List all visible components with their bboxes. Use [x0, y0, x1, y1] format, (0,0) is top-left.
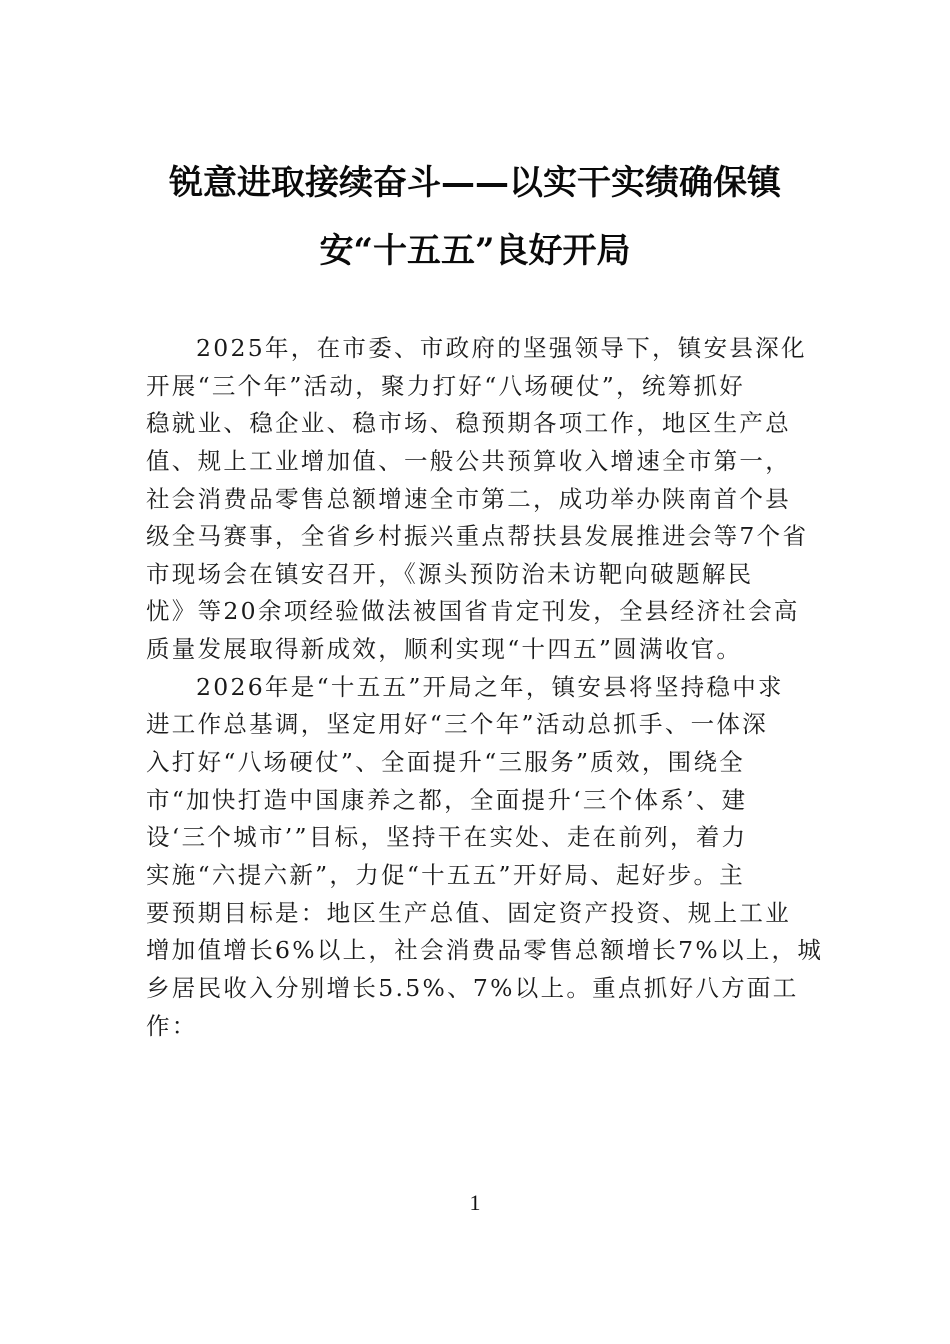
paragraph-line: 社会消费品零售总额增速全市第二，成功举办陕南首个县 [146, 484, 791, 513]
paragraph-line: 进工作总基调，坚定用好“三个年”活动总抓手、一体深 [146, 710, 769, 739]
paragraph-line: 要预期目标是：地区生产总值、固定资产投资、规上工业 [146, 898, 791, 927]
paragraph-line: 级全马赛事，全省乡村振兴重点帮扶县发展推进会等7个省 [146, 522, 809, 551]
paragraph-2 [146, 669, 824, 1045]
document-title-line-1: 锐意进取接续奋斗——以实干实绩确保镇 [169, 163, 781, 203]
paragraph-line: 实施“六提六新”，力促“十五五”开好局、起好步。主 [146, 860, 746, 889]
paragraph-line: 设‘三个城市’”目标，坚持干在实处、走在前列，着力 [146, 823, 748, 852]
paragraph-line: 2026年是“十五五”开局之年，镇安县将坚持稳中求 [196, 672, 784, 701]
paragraph-line: 乡居民收入分别增长5.5%、7%以上。重点抓好八方面工 [146, 973, 799, 1002]
paragraph-line: 忧》等20余项经验做法被国省肯定刊发，全县经济社会高 [146, 597, 800, 626]
page-number: 1 [469, 1190, 481, 1215]
paragraph-line: 增加值增长6%以上，社会消费品零售总额增长7%以上，城 [146, 936, 824, 965]
paragraph-line: 市“加快打造中国康养之都，全面提升‘三个体系’、建 [146, 785, 748, 814]
paragraph-1 [146, 330, 809, 669]
paragraph-line: 作： [146, 1011, 198, 1040]
paragraph-line: 开展“三个年”活动，聚力打好“八场硬仗”，统筹抓好 [146, 371, 746, 400]
document-body [146, 330, 824, 1045]
paragraph-line: 2025年，在市委、市政府的坚强领导下，镇安县深化 [196, 334, 807, 362]
paragraph-line: 市现场会在镇安召开，《源头预防治未访靶向破题解民 [146, 559, 754, 588]
paragraph-line: 值、规上工业增加值、一般公共预算收入增速全市第一， [146, 446, 791, 475]
document-title-line-2: 安“十五五”良好开局 [319, 231, 631, 271]
paragraph-line: 质量发展取得新成效，顺利实现“十四五”圆满收官。 [146, 635, 743, 664]
paragraph-line: 入打好“八场硬仗”、全面提升“三服务”质效，围绕全 [146, 748, 746, 777]
paragraph-line: 稳就业、稳企业、稳市场、稳预期各项工作，地区生产总 [146, 409, 791, 438]
